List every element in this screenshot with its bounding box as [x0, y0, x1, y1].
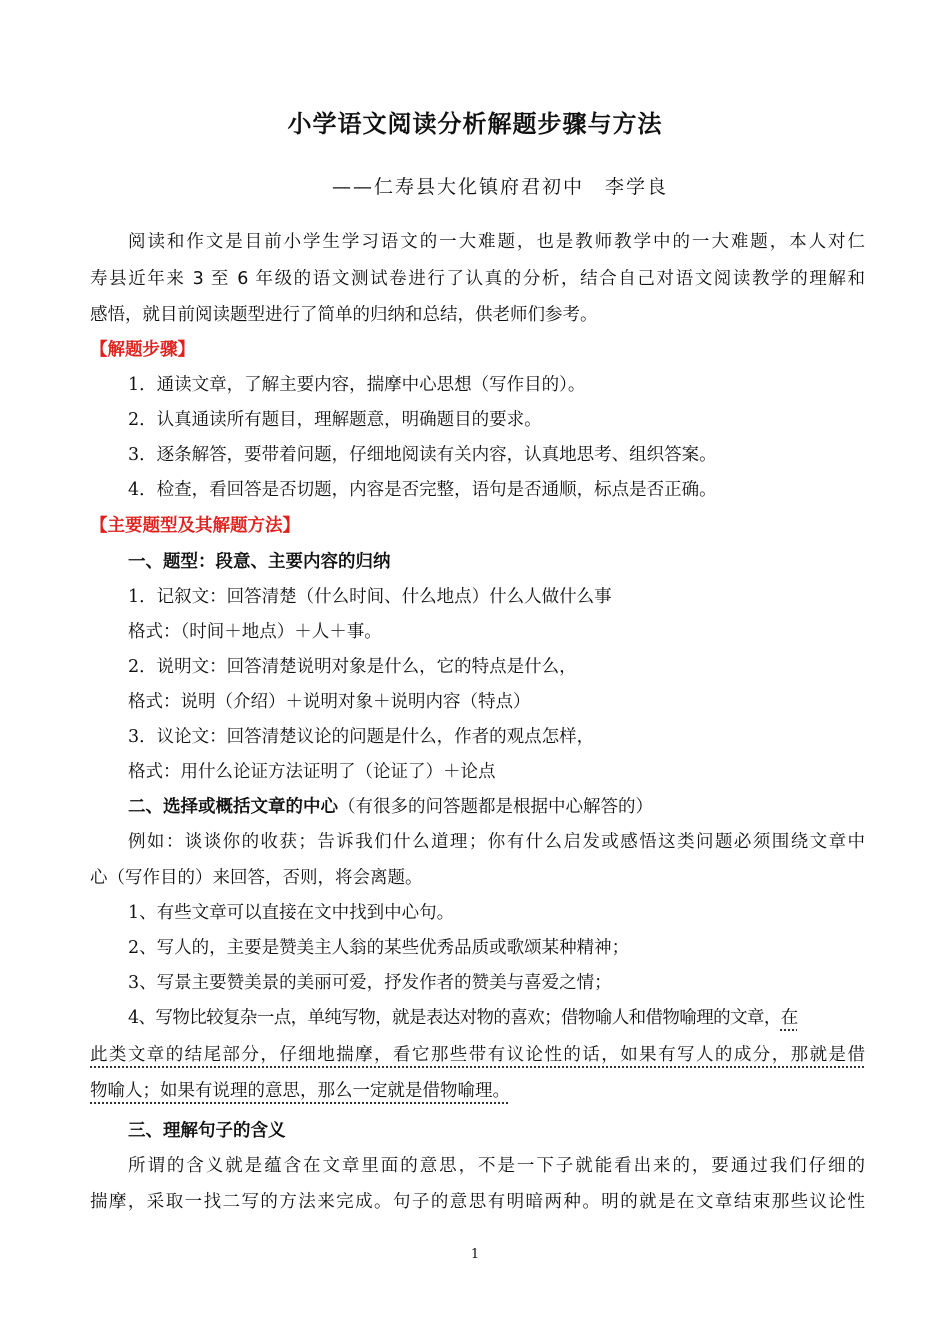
section-line: 1．记叙文：回答清楚（什么时间、什么地点）什么人做什么事 — [128, 587, 612, 607]
section-line: 揣摩，采取一找二写的方法来完成。句子的意思有明暗两种。明的就是在文章结束那些议论性 — [90, 1192, 865, 1212]
item4-text: 4、写物比较复杂一点，单纯写物，就是表达对物的喜欢；借物喻人和借物喻理的文章， — [128, 1008, 781, 1028]
step-item: 1．通读文章，了解主要内容，揣摩中心思想（写作目的）。 — [128, 375, 586, 395]
section-line: 所谓的含义就是蕴含在文章里面的意思，不是一下子就能看出来的，要通过我们仔细的 — [128, 1156, 865, 1176]
author-byline: ——仁寿县大化镇府君初中 李学良 — [331, 176, 668, 198]
section-line: 2．说明文：回答清楚说明对象是什么，它的特点是什么， — [128, 657, 577, 677]
step-item: 3．逐条解答，要带着问题，仔细地阅读有关内容，认真地思考、组织答案。 — [128, 445, 717, 465]
page-number: 1 — [470, 1247, 480, 1262]
emphasized-text: 此类文章的结尾部分，仔细地揣摩，看它那些带有议论性的话，如果有写人的成分，那就是借 — [90, 1045, 865, 1065]
types-heading: 【主要题型及其解题方法】 — [90, 516, 300, 536]
section-heading: 一、题型：段意、主要内容的归纳 — [128, 552, 391, 572]
section-heading-note: （有很多的问答题都是根据中心解答的） — [338, 797, 653, 817]
section-line — [90, 1041, 865, 1066]
section-line: 格式：（时间＋地点）＋人＋事。 — [128, 622, 382, 642]
section-line: 格式：用什么论证方法证明了（论证了）＋论点 — [128, 762, 496, 782]
section-heading — [128, 793, 865, 818]
section-line — [128, 1004, 865, 1029]
example-line: 心（写作目的）来回答，否则，将会离题。 — [90, 868, 423, 888]
step-item: 4．检查，看回答是否切题，内容是否完整，语句是否通顺，标点是否正确。 — [128, 480, 717, 500]
intro-line: 感悟，就目前阅读题型进行了简单的归纳和总结，供老师们参考。 — [90, 305, 598, 325]
item4-emphasis: 在 — [780, 1008, 798, 1028]
emphasized-text: 物喻人；如果有说理的意思，那么一定就是借物喻理。 — [90, 1081, 510, 1101]
section-line: 3、写景主要赞美景的美丽可爱，抒发作者的赞美与喜爱之情； — [128, 973, 612, 993]
section-line — [90, 1077, 865, 1102]
section-heading-bold: 二、选择或概括文章的中心 — [128, 797, 338, 817]
section-heading: 三、理解句子的含义 — [128, 1121, 286, 1141]
intro-line: 阅读和作文是目前小学生学习语文的一大难题，也是教师教学中的一大难题，本人对仁 — [128, 232, 865, 252]
section-line: 3．议论文：回答清楚议论的问题是什么，作者的观点怎样， — [128, 727, 595, 747]
section-line: 2、写人的，主要是赞美主人翁的某些优秀品质或歌颂某种精神； — [128, 938, 630, 958]
document-title: 小学语文阅读分析解题步骤与方法 — [287, 109, 663, 138]
section-line: 1、有些文章可以直接在文中找到中心句。 — [128, 903, 455, 923]
steps-heading: 【解题步骤】 — [90, 340, 195, 360]
example-line: 例如：谈谈你的收获；告诉我们什么道理；你有什么启发或感悟这类问题必须围绕文章中 — [128, 832, 865, 852]
section-line: 格式：说明（介绍）＋说明对象＋说明内容（特点） — [128, 692, 531, 712]
step-item: 2．认真通读所有题目，理解题意，明确题目的要求。 — [128, 410, 542, 430]
intro-line: 寿县近年来 3 至 6 年级的语文测试卷进行了认真的分析，结合自己对语文阅读教学的理解和 — [90, 269, 865, 289]
